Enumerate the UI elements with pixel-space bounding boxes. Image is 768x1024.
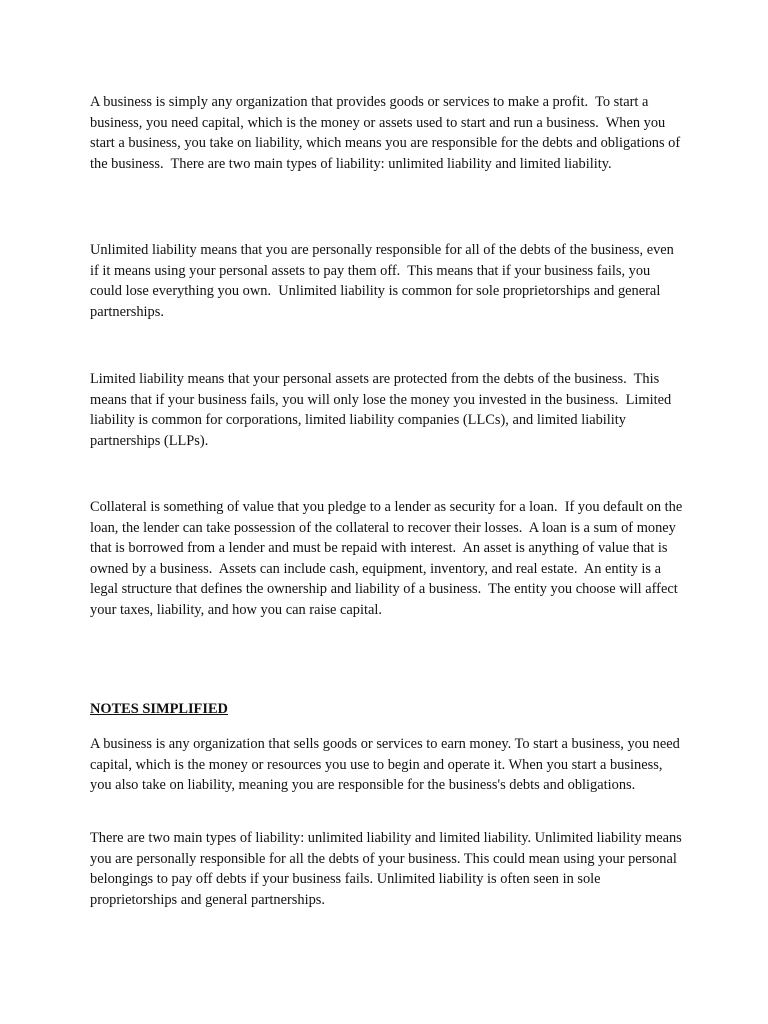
paragraph-business-definition: A business is simply any organization that provides goods or services to make a profit. To start a business, you need capital, which is the money or assets used to start and run a business. When you start a business, you take on liability, which means you are responsible for the debts and obligations of the business. There are two main types of liability: unlimited liability and limited liability. [90,94,684,172]
paragraph-unlimited-liability: Unlimited liability means that you are personally responsible for all of the debts of the business, even if it means using your personal assets to pay them off. This means that if your business fails, you could lose everything you own. Unlimited liability is common for sole proprietorships and general partnerships. [90,242,678,320]
notes-paragraph-liability-types: There are two main types of liability: unlimited liability and limited liability. Unlimited liability means you are personally responsible for all the debts of your business. This could mean using your personal belongings to pay off debts if your business fails. Unlimited liability is often seen in sole proprietorships and general partnerships. [90,830,686,908]
paragraph-collateral-loan-asset-entity: Collateral is something of value that you pledge to a lender as security for a loan. If you default on the loan, the lender can take possession of the collateral to recover their losses. A loan is a sum of money that is borrowed from a lender and must be repaid with interest. An asset is anything of value that is owned by a business. Assets can include cash, equipment, inventory, and real estate. An entity is a legal structure that defines the ownership and liability of a business. The entity you choose will affect your taxes, liability, and how you can raise capital. [90,499,686,618]
notes-simplified-heading: NOTES SIMPLIFIED [90,701,228,717]
paragraph-limited-liability: Limited liability means that your personal assets are protected from the debts of the business. This means that if your business fails, you will only lose the money you invested in the business. Limited liability is common for corporations, limited liability companies (LLCs), and limited liability partnerships (LLPs). [90,371,675,449]
notes-paragraph-business: A business is any organization that sells goods or services to earn money. To start a business, you need capital, which is the money or resources you use to begin and operate it. When you start a business, you also take on liability, meaning you are responsible for the business's debts and obligations. [90,736,684,794]
